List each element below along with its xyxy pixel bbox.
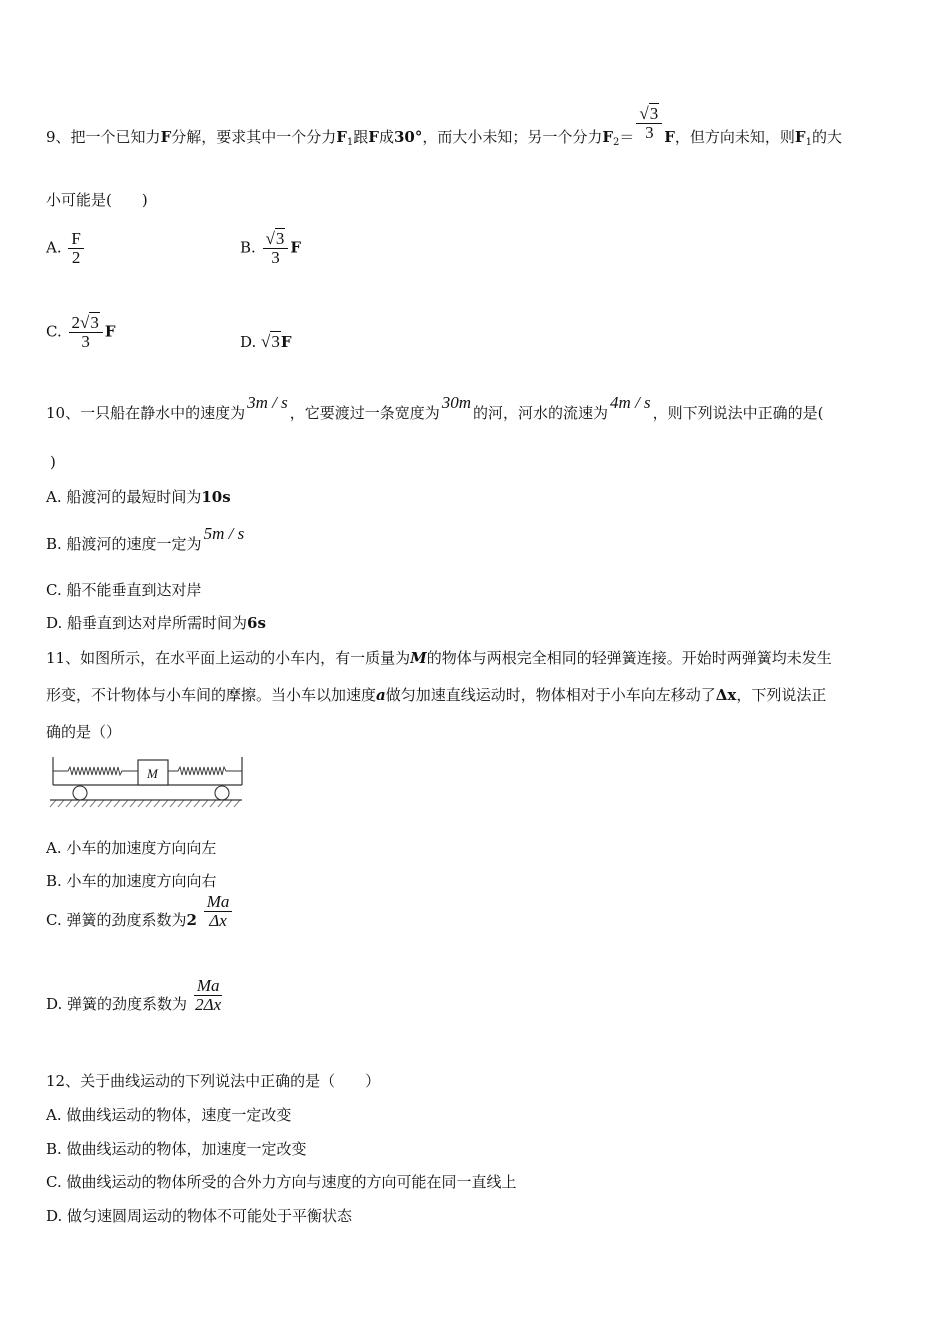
q9-option-c-fraction: $\frac{2√3}{3}$: [69, 314, 103, 351]
q9-option-b[interactable]: B. $\frac{√3}{3}$ F: [240, 229, 302, 267]
mass-label: M: [147, 766, 158, 781]
q11-line2: 形变，不计物体与小车间的摩擦。当小车以加速度a做匀加速直线运动时，物体相对于小车向左移动了Δx，下列说法正: [46, 686, 827, 704]
q12-option-a[interactable]: A. 做曲线运动的物体，速度一定改变: [46, 1106, 292, 1124]
q9-line1: 9、把一个已知力F分解，要求其中一个分力$F_1$跟F成30°，而大小未知；另一个分力$F_2=$ $\frac{√3}{3}$ F，但方向未知，则$F_1$的大: [46, 103, 842, 148]
q9-option-d[interactable]: D. √3F: [240, 332, 292, 351]
q10-line1: 10、一只船在静水中的速度为3m / s，它要渡过一条宽度为30m的河，河水的流速为4m / s，则下列说法中正确的是(: [46, 393, 824, 422]
q12-option-d[interactable]: D. 做匀速圆周运动的物体不可能处于平衡状态: [46, 1207, 353, 1225]
q10-width: 30m: [441, 393, 472, 412]
q10-line2: ): [50, 453, 56, 471]
wheel-left: [73, 786, 87, 800]
q9-option-a-fraction: $\frac{F}{2}$: [68, 230, 83, 267]
q9-option-c[interactable]: C. $\frac{2√3}{3}$ F: [46, 313, 116, 351]
q12-option-c[interactable]: C. 做曲线运动的物体所受的合外力方向与速度的方向可能在同一直线上: [46, 1173, 517, 1191]
q11-option-b[interactable]: B. 小车的加速度方向向右: [46, 872, 217, 890]
q10-option-d[interactable]: D. 船垂直到达对岸所需时间为6s: [46, 614, 266, 632]
q11-line1: 11、如图所示，在水平面上运动的小车内，有一质量为M的物体与两根完全相同的轻弹簧连接。开始时两弹簧均未发生: [46, 649, 832, 667]
q10-option-b[interactable]: B. 船渡河的速度一定为5m / s: [46, 524, 245, 553]
q11-option-a[interactable]: A. 小车的加速度方向向左: [46, 839, 217, 857]
q12-number: 12、: [46, 1072, 81, 1090]
q10-number: 10、: [46, 404, 81, 422]
cart-spring-figure: [46, 755, 246, 811]
q9-option-d-sqrt: √3: [261, 332, 280, 351]
q12-stem: 12、关于曲线运动的下列说法中正确的是（ ）: [46, 1072, 381, 1090]
q9-option-b-fraction: $\frac{√3}{3}$: [263, 230, 289, 267]
q12-option-b[interactable]: B. 做曲线运动的物体，加速度一定改变: [46, 1140, 307, 1158]
q10-v1: 3m / s: [247, 393, 288, 412]
q11-option-d-fraction: $\frac{Ma}{2\Delta x}$: [195, 975, 222, 1014]
q11-option-c[interactable]: C. 弹簧的劲度系数为2 $\frac{Ma}{\Delta x}$: [46, 910, 234, 930]
q9-f2-fraction: $\frac{√3}{3}$: [636, 105, 662, 142]
q9-option-a[interactable]: A. $\frac{F}{2}$: [46, 230, 86, 267]
ground-hatching: [50, 800, 240, 807]
q11-number: 11、: [46, 649, 81, 667]
q9-number: 9、: [46, 128, 71, 146]
q9-line2: 小可能是( ): [46, 191, 148, 209]
q11-option-d[interactable]: D. 弹簧的劲度系数为 $\frac{Ma}{2\Delta x}$: [46, 975, 222, 1014]
q10-option-a[interactable]: A. 船渡河的最短时间为10s: [46, 488, 231, 506]
q11-line3: 确的是（）: [46, 723, 122, 741]
q10-v2: 4m / s: [610, 393, 651, 412]
q11-option-c-fraction: $\frac{Ma}{\Delta x}$: [204, 893, 233, 930]
q10-option-c[interactable]: C. 船不能垂直到达对岸: [46, 581, 202, 599]
wheel-right: [215, 786, 229, 800]
